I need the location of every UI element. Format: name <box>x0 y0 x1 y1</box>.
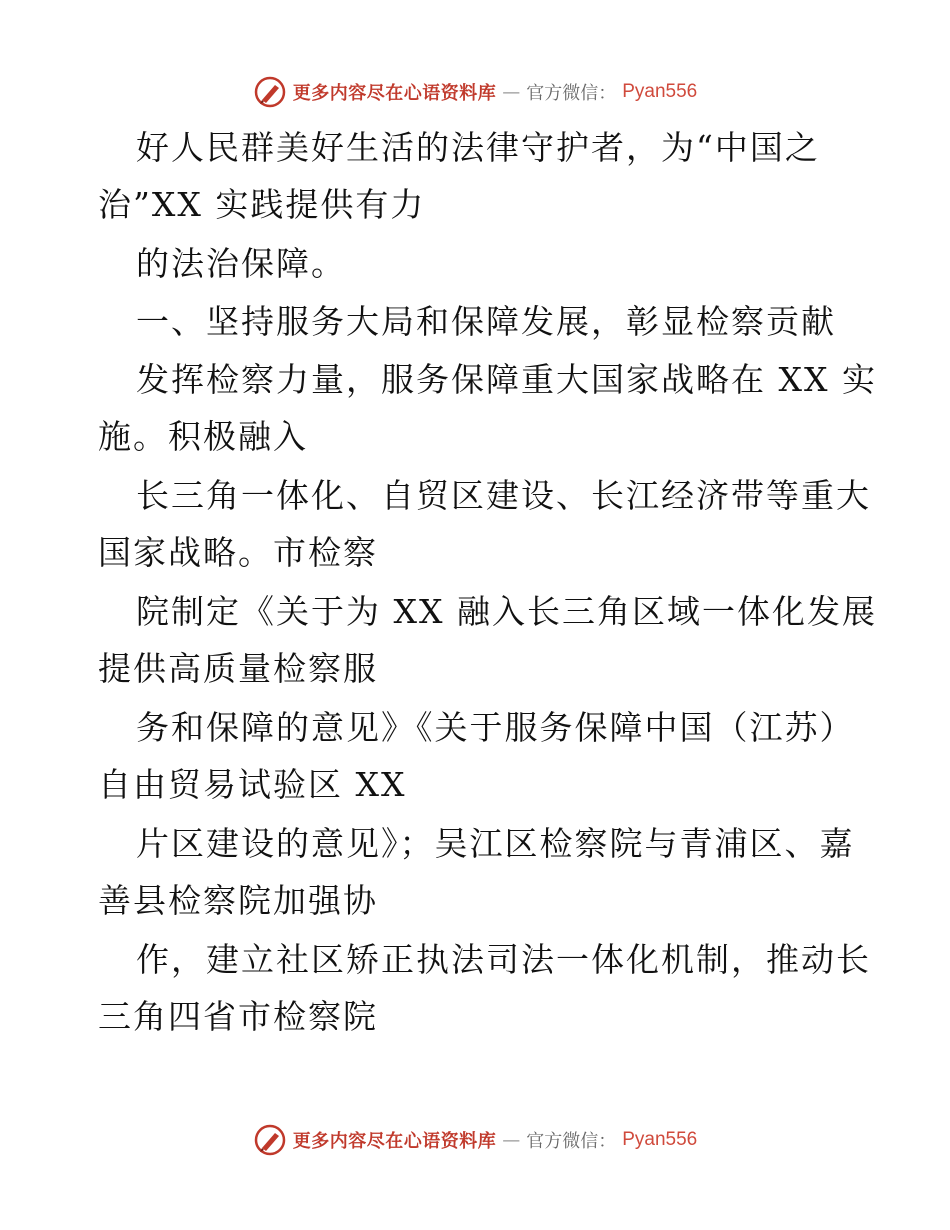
text-line: 务和保障的意见》《关于服务保障中国（江苏） <box>136 708 855 747</box>
watermark-header <box>0 72 950 112</box>
text-line: 的法治保障。 <box>136 244 346 283</box>
text-line: 作，建立社区矫正执法司法一体化机制，推动长 <box>136 940 871 979</box>
watermark-wechat-label: 官方微信： <box>526 83 617 104</box>
watermark-footer <box>0 1120 950 1160</box>
watermark-text: 更多内容尽在心语资料库 <box>292 83 497 104</box>
watermark-text: 更多内容尽在心语资料库 <box>292 1131 497 1152</box>
text-line: 施。积极融入 <box>98 417 308 456</box>
text-line: 提供高质量检察服 <box>98 649 378 688</box>
text-line: 国家战略。市检察 <box>98 533 378 572</box>
text-line: 好人民群美好生活的法律守护者，为“中国之 <box>136 128 820 167</box>
text-line: 自由贸易试验区 XX <box>98 765 407 804</box>
watermark-wechat-label: 官方微信： <box>526 1131 617 1152</box>
text-line: 长三角一体化、自贸区建设、长江经济带等重大 <box>136 476 871 515</box>
watermark-wechat-id: Pyan556 <box>622 81 698 102</box>
section-heading: 一、坚持服务大局和保障发展，彰显检察贡献 <box>136 302 836 341</box>
text-line: 治”XX 实践提供有力 <box>98 185 426 224</box>
watermark-dash: — <box>502 1129 521 1151</box>
pen-logo-icon <box>253 1123 287 1157</box>
text-line: 院制定《关于为 XX 融入长三角区域一体化发展 <box>136 592 877 631</box>
text-line: 片区建设的意见》；吴江区检察院与青浦区、嘉 <box>136 824 855 863</box>
watermark-dash: — <box>502 81 521 103</box>
watermark-wechat-id: Pyan556 <box>622 1129 698 1150</box>
pen-logo-icon <box>253 75 287 109</box>
text-line: 三角四省市检察院 <box>98 997 378 1036</box>
text-line: 善县检察院加强协 <box>98 881 378 920</box>
text-line: 发挥检察力量，服务保障重大国家战略在 XX 实 <box>136 360 877 399</box>
